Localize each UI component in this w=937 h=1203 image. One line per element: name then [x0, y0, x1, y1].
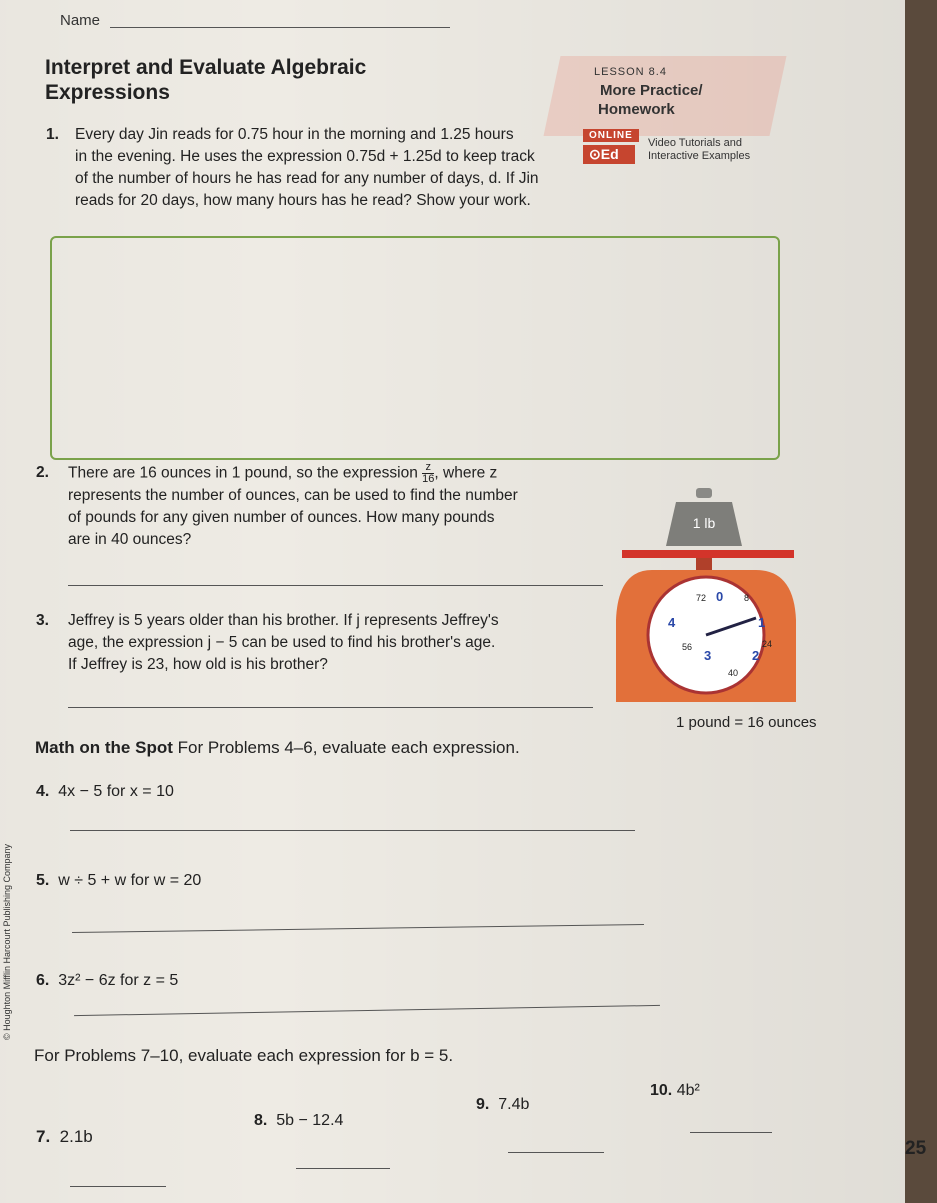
scale-illustration — [604, 480, 804, 710]
problem-2-line: of pounds for any given number of ounces. How many pounds — [68, 509, 495, 526]
problem-1-line: of the number of hours he has read for any number of days, d. If Jin — [75, 170, 539, 187]
weight-label: 1 lb — [692, 515, 716, 531]
problem-7: 7. 2.1b — [36, 1127, 93, 1146]
problem-6: 6. 3z² − 6z for z = 5 — [36, 972, 179, 989]
problem-1-work-area[interactable] — [50, 236, 780, 460]
problem-1-text — [75, 124, 595, 212]
ed-label: Ed — [600, 146, 619, 162]
lesson-title: Interpret and Evaluate Algebraic Expressions — [45, 56, 367, 104]
lesson-number: LESSON 8.4 — [594, 66, 667, 78]
fraction-z-over-16: $\frac{z}{16}$ — [422, 461, 435, 485]
dial-tick-label: 40 — [728, 668, 739, 678]
problems-7-10-intro: For Problems 7–10, evaluate each expression for b = 5. — [34, 1046, 454, 1065]
dial-tick-label: 2 — [752, 648, 760, 663]
problem-7-answer-line[interactable] — [70, 1186, 166, 1187]
problem-8: 8. 5b − 12.4 — [254, 1112, 344, 1129]
problem-6-answer-line[interactable] — [74, 1005, 660, 1016]
copyright-notice: © Houghton Mifflin Harcourt Publishing Company — [2, 843, 12, 1040]
problem-3-line: Jeffrey is 5 years older than his brother. If j represents Jeffrey's — [68, 612, 499, 629]
dial-tick-label: 1 — [758, 615, 766, 630]
problem-8-answer-line[interactable] — [296, 1168, 390, 1169]
online-badge: ONLINE — [583, 129, 639, 142]
problem-2-line: are in 40 ounces? — [68, 531, 192, 548]
problem-1-number: 1. — [46, 126, 59, 143]
problem-5-answer-line[interactable] — [72, 924, 644, 933]
problem-2-answer-line[interactable] — [68, 585, 603, 586]
problem-2-line: There are 16 ounces in 1 pound, so the expression $\frac{z}{16}$ , where z — [68, 461, 498, 485]
scale-stem — [696, 558, 712, 570]
dial-tick-label: 24 — [762, 639, 773, 649]
problem-1-line: Every day Jin reads for 0.75 hour in the morning and 1.25 hours — [75, 126, 514, 143]
problem-4: 4. 4x − 5 for x = 10 — [36, 783, 174, 800]
problem-3-answer-line[interactable] — [68, 707, 593, 708]
problem-3-text — [68, 610, 608, 676]
dial-tick-label: 0 — [716, 589, 724, 604]
scale-platform — [622, 550, 794, 558]
dial-tick-label: 4 — [668, 615, 676, 630]
scale-caption: 1 pound = 16 ounces — [676, 714, 817, 731]
dial-tick-label: 72 — [696, 593, 707, 603]
problem-10: 10. 4b² — [650, 1082, 700, 1099]
dial-tick-label: 56 — [682, 642, 693, 652]
problem-3-line: If Jeffrey is 23, how old is his brother? — [68, 656, 328, 673]
problem-9-answer-line[interactable] — [508, 1152, 604, 1153]
problem-4-answer-line[interactable] — [70, 830, 635, 831]
problem-1-line: in the evening. He uses the expression 0.75d + 1.25d to keep track — [75, 148, 535, 165]
interactive-examples-text: Interactive Examples — [648, 150, 751, 162]
problem-2-line: represents the number of ounces, can be used to find the number — [68, 487, 518, 504]
dial-tick-label: 8 — [744, 593, 750, 603]
more-practice-label: More Practice/ — [600, 82, 703, 99]
problem-2-text — [68, 462, 628, 551]
problem-1-line: reads for 20 days, how many hours has he read? Show your work. — [75, 192, 531, 209]
problem-9: 9. 7.4b — [476, 1096, 530, 1113]
problem-2-number: 2. — [36, 464, 49, 481]
section-header: Math on the Spot For Problems 4–6, evaluate each expression. — [35, 738, 520, 757]
name-line — [110, 27, 450, 28]
video-tutorials-text: Video Tutorials and — [648, 137, 742, 149]
page-number: 25 — [905, 1138, 927, 1159]
dial-tick-label: 3 — [704, 648, 712, 663]
online-resources — [648, 137, 798, 163]
problem-10-answer-line[interactable] — [690, 1132, 772, 1133]
problem-5: 5. w ÷ 5 + w for w = 20 — [36, 872, 202, 889]
name-label: Name — [60, 12, 101, 29]
ed-icon: ⊙ — [589, 146, 601, 162]
homework-label: Homework — [598, 101, 675, 118]
problem-3-number: 3. — [36, 612, 49, 629]
problem-3-line: age, the expression j − 5 can be used to find his brother's age. — [68, 634, 496, 651]
